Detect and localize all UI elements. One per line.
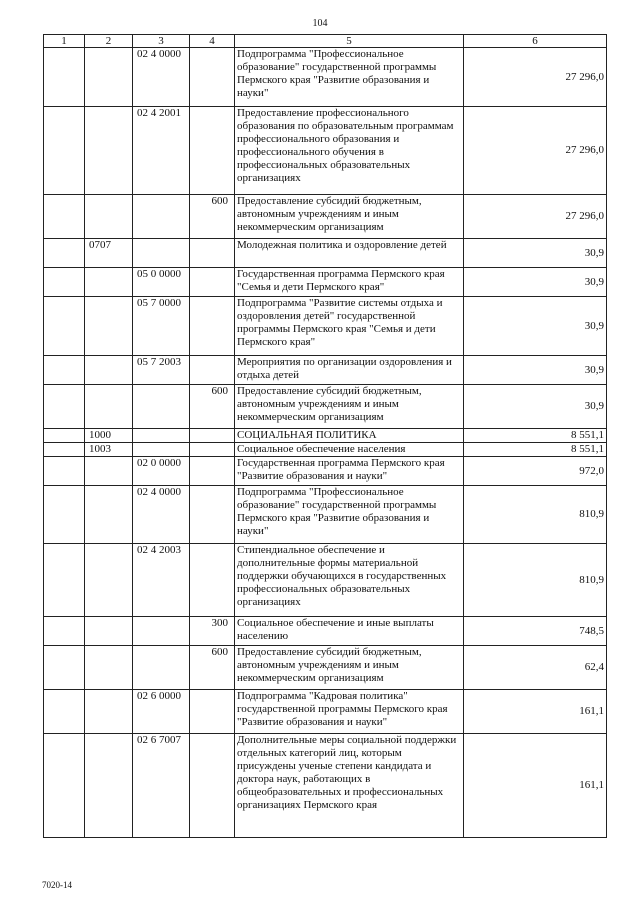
cell-col-4 (190, 429, 235, 443)
table-row (44, 734, 607, 838)
cell-col-1 (44, 443, 85, 457)
cell-col-6: 748,5 (464, 617, 607, 646)
table-row (44, 297, 607, 356)
cell-col-2 (85, 486, 133, 544)
table-row (44, 690, 607, 734)
cell-col-6: 161,1 (464, 690, 607, 734)
cell-col-5: Предоставление субсидий бюджетным, автономным учреждениям и иным некоммерческим организациям (235, 195, 464, 239)
document-code: 7020-14 (42, 880, 72, 890)
cell-col-2 (85, 356, 133, 385)
cell-col-6: 30,9 (464, 297, 607, 356)
cell-col-2 (85, 268, 133, 297)
cell-col-4: 600 (190, 385, 235, 429)
cell-col-4: 600 (190, 646, 235, 690)
cell-col-2 (85, 48, 133, 107)
cell-col-4: 300 (190, 617, 235, 646)
table-row (44, 268, 607, 297)
cell-col-3: 05 0 0000 (133, 268, 190, 297)
table-row (44, 356, 607, 385)
table-row (44, 617, 607, 646)
cell-col-2: 1000 (85, 429, 133, 443)
cell-col-6: 810,9 (464, 486, 607, 544)
cell-col-1 (44, 429, 85, 443)
cell-col-5: Социальное обеспечение населения (235, 443, 464, 457)
cell-col-4 (190, 486, 235, 544)
cell-col-2 (85, 385, 133, 429)
cell-col-3 (133, 443, 190, 457)
cell-col-4 (190, 356, 235, 385)
cell-col-1 (44, 486, 85, 544)
cell-col-5: Подпрограмма "Профессиональное образование" государственной программы Пермского края "Развитие образования и науки" (235, 486, 464, 544)
cell-col-5: СОЦИАЛЬНАЯ ПОЛИТИКА (235, 429, 464, 443)
cell-col-4 (190, 239, 235, 268)
cell-col-1 (44, 107, 85, 195)
cell-col-2 (85, 195, 133, 239)
cell-col-4 (190, 457, 235, 486)
cell-col-4 (190, 268, 235, 297)
cell-col-6: 27 296,0 (464, 48, 607, 107)
cell-col-3: 02 4 2003 (133, 544, 190, 617)
page-number: 104 (312, 18, 328, 29)
cell-col-6: 27 296,0 (464, 107, 607, 195)
cell-col-3 (133, 195, 190, 239)
cell-col-1 (44, 690, 85, 734)
cell-col-1 (44, 544, 85, 617)
cell-col-1 (44, 195, 85, 239)
cell-col-3: 02 4 0000 (133, 486, 190, 544)
cell-col-4 (190, 734, 235, 838)
cell-col-5: Мероприятия по организации оздоровления и отдыха детей (235, 356, 464, 385)
cell-col-1 (44, 356, 85, 385)
table-row (44, 443, 607, 457)
cell-col-3: 05 7 0000 (133, 297, 190, 356)
cell-col-5: Предоставление профессионального образования по образовательным программам профессионального образования и профессионального обучения в профессиональных образовательных организациях (235, 107, 464, 195)
cell-col-2 (85, 617, 133, 646)
table-row (44, 646, 607, 690)
cell-col-2 (85, 544, 133, 617)
table-row (44, 195, 607, 239)
cell-col-6: 62,4 (464, 646, 607, 690)
column-header: 6 (464, 35, 607, 48)
column-header: 4 (190, 35, 235, 48)
cell-col-6: 30,9 (464, 385, 607, 429)
table-body (44, 48, 607, 838)
cell-col-3 (133, 429, 190, 443)
cell-col-3 (133, 385, 190, 429)
cell-col-1 (44, 48, 85, 107)
cell-col-3: 02 4 0000 (133, 48, 190, 107)
cell-col-3: 05 7 2003 (133, 356, 190, 385)
cell-col-1 (44, 297, 85, 356)
cell-col-3: 02 6 7007 (133, 734, 190, 838)
cell-col-3: 02 4 2001 (133, 107, 190, 195)
cell-col-5: Государственная программа Пермского края "Семья и дети Пермского края" (235, 268, 464, 297)
cell-col-3: 02 0 0000 (133, 457, 190, 486)
cell-col-4 (190, 443, 235, 457)
table-row (44, 486, 607, 544)
table-row (44, 239, 607, 268)
cell-col-2 (85, 107, 133, 195)
table-row (44, 429, 607, 443)
cell-col-2 (85, 646, 133, 690)
cell-col-6: 30,9 (464, 356, 607, 385)
cell-col-1 (44, 734, 85, 838)
cell-col-1 (44, 646, 85, 690)
cell-col-5: Социальное обеспечение и иные выплаты населению (235, 617, 464, 646)
column-header: 2 (85, 35, 133, 48)
cell-col-4: 600 (190, 195, 235, 239)
cell-col-6: 30,9 (464, 239, 607, 268)
cell-col-2 (85, 457, 133, 486)
cell-col-6: 27 296,0 (464, 195, 607, 239)
cell-col-6: 8 551,1 (464, 429, 607, 443)
cell-col-1 (44, 457, 85, 486)
cell-col-1 (44, 239, 85, 268)
budget-table (43, 34, 607, 838)
table-row (44, 457, 607, 486)
cell-col-1 (44, 617, 85, 646)
cell-col-5: Подпрограмма "Развитие системы отдыха и оздоровления детей" государственной программы Пермского края "Семья и дети Пермского края" (235, 297, 464, 356)
table-row (44, 107, 607, 195)
cell-col-6: 8 551,1 (464, 443, 607, 457)
cell-col-5: Предоставление субсидий бюджетным, автономным учреждениям и иным некоммерческим организациям (235, 646, 464, 690)
table-row (44, 48, 607, 107)
cell-col-5: Государственная программа Пермского края "Развитие образования и науки" (235, 457, 464, 486)
table-header-row (44, 35, 607, 48)
cell-col-5: Предоставление субсидий бюджетным, автономным учреждениям и иным некоммерческим организациям (235, 385, 464, 429)
cell-col-3 (133, 617, 190, 646)
cell-col-5: Подпрограмма "Профессиональное образование" государственной программы Пермского края "Развитие образования и науки" (235, 48, 464, 107)
column-header: 3 (133, 35, 190, 48)
column-header: 5 (235, 35, 464, 48)
cell-col-3: 02 6 0000 (133, 690, 190, 734)
cell-col-3 (133, 646, 190, 690)
cell-col-1 (44, 385, 85, 429)
cell-col-5: Молодежная политика и оздоровление детей (235, 239, 464, 268)
cell-col-4 (190, 690, 235, 734)
table-row (44, 544, 607, 617)
cell-col-4 (190, 48, 235, 107)
cell-col-4 (190, 297, 235, 356)
cell-col-2 (85, 734, 133, 838)
cell-col-1 (44, 268, 85, 297)
cell-col-2 (85, 690, 133, 734)
cell-col-4 (190, 544, 235, 617)
cell-col-6: 972,0 (464, 457, 607, 486)
cell-col-2: 0707 (85, 239, 133, 268)
column-header: 1 (44, 35, 85, 48)
cell-col-4 (190, 107, 235, 195)
cell-col-5: Дополнительные меры социальной поддержки отдельных категорий лиц, которым присуждены ученые степени кандидата и доктора наук, работающих в общеобразовательных и профессиональных организациях Пермского края (235, 734, 464, 838)
cell-col-6: 810,9 (464, 544, 607, 617)
cell-col-6: 161,1 (464, 734, 607, 838)
cell-col-2: 1003 (85, 443, 133, 457)
cell-col-2 (85, 297, 133, 356)
cell-col-5: Подпрограмма "Кадровая политика" государственной программы Пермского края "Развитие образования и науки" (235, 690, 464, 734)
cell-col-3 (133, 239, 190, 268)
table-row (44, 385, 607, 429)
cell-col-6: 30,9 (464, 268, 607, 297)
cell-col-5: Стипендиальное обеспечение и дополнительные формы материальной поддержки обучающихся в государственных профессиональных образовательных организациях (235, 544, 464, 617)
